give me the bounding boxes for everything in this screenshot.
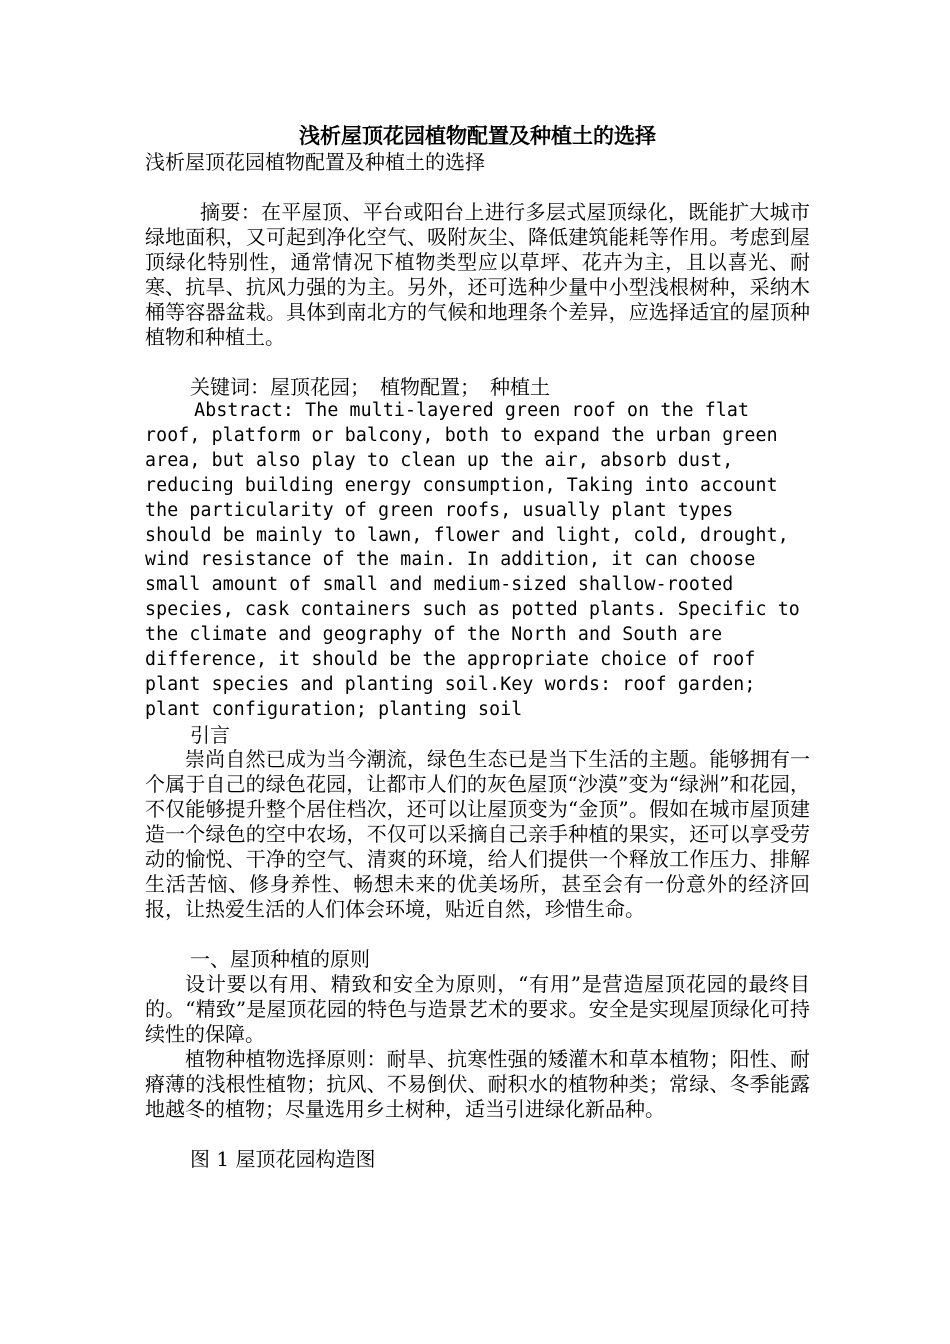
- keywords-chinese: 关键词：屋顶花园； 植物配置； 种植土: [190, 374, 550, 399]
- spacer: [145, 1122, 810, 1147]
- intro-paragraph: 崇尚自然已成为当今潮流，绿色生态已是当下生活的主题。能够拥有一个属于自己的绿色花园，让都市人们的灰色屋顶“沙漠”变为“绿洲”和花园，不仅能够提升整个居住档次，还可以让屋顶变为“金顶”。假如在城市屋顶建造一个绿色的空中农场，不仅可以采摘自己亲手种植的果实，还可以享受劳动的愉悦、干净的空气、清爽的环境，给人们提供一个释放工作压力、排解生活苦恼、修身养性、畅想未来的优美场所，甚至会有一份意外的经济回报，让热爱生活的人们体会环境，贴近自然，珍惜生命。: [145, 747, 810, 922]
- intro-heading: 引言: [190, 722, 230, 747]
- section-1-paragraph-1: 设计要以有用、精致和安全为原则，“有用”是营造屋顶花园的最终目的。“精致”是屋顶花园的特色与造景艺术的要求。安全是实现屋顶绿化可持续性的保障。: [145, 971, 810, 1046]
- document-subtitle: 浅析屋顶花园植物配置及种植土的选择: [145, 150, 485, 174]
- spacer: [145, 922, 810, 947]
- figure-caption: 图 1 屋顶花园构造图: [190, 1146, 376, 1171]
- spacer: [145, 350, 810, 375]
- section-1-paragraph-2: 植物种植物选择原则：耐旱、抗寒性强的矮灌木和草本植物；阳性、耐瘠薄的浅根性植物；抗风、不易倒伏、耐积水的植物种类；常绿、冬季能露地越冬的植物；尽量选用乡土树种，适当引进绿化新品种。: [145, 1046, 810, 1121]
- spacer: [145, 175, 810, 200]
- section-1-heading: 一、屋顶种植的原则: [190, 947, 370, 972]
- abstract-english: Abstract: The multi-layered green roof on the flat roof, platform or balcony, both to expand the urban green area, but also play to clean up the air, absorb dust, reducing building energy consumption, Taking into account the particularity of green roofs, usually plant types should be mainly to lawn, flower and light, cold, drought, wind resistance of the main. In addition, it can choose small amount of small and medium-sized shallow-rooted species, cask containers such as potted plants. Specific to the climate and geography of the North and South are difference, it should be the appropriate choice of roof plant species and planting soil.Key words: roof garden; plant configuration; planting soil: [145, 400, 800, 720]
- document-title: 浅析屋顶花园植物配置及种植土的选择: [299, 123, 656, 148]
- abstract-chinese: 摘要：在平屋顶、平台或阳台上进行多层式屋顶绿化，既能扩大城市绿地面积，又可起到净化空气、吸附灰尘、降低建筑能耗等作用。考虑到屋顶绿化特别性，通常情况下植物类型应以草坪、花卉为主，且以喜光、耐寒、抗旱、抗风力强的为主。另外，还可选种少量中小型浅根树种，采纳木桶等容器盆栽。具体到南北方的气候和地理条个差异，应选择适宜的屋顶种植物和种植土。: [145, 199, 810, 349]
- document-page: [145, 122, 810, 1171]
